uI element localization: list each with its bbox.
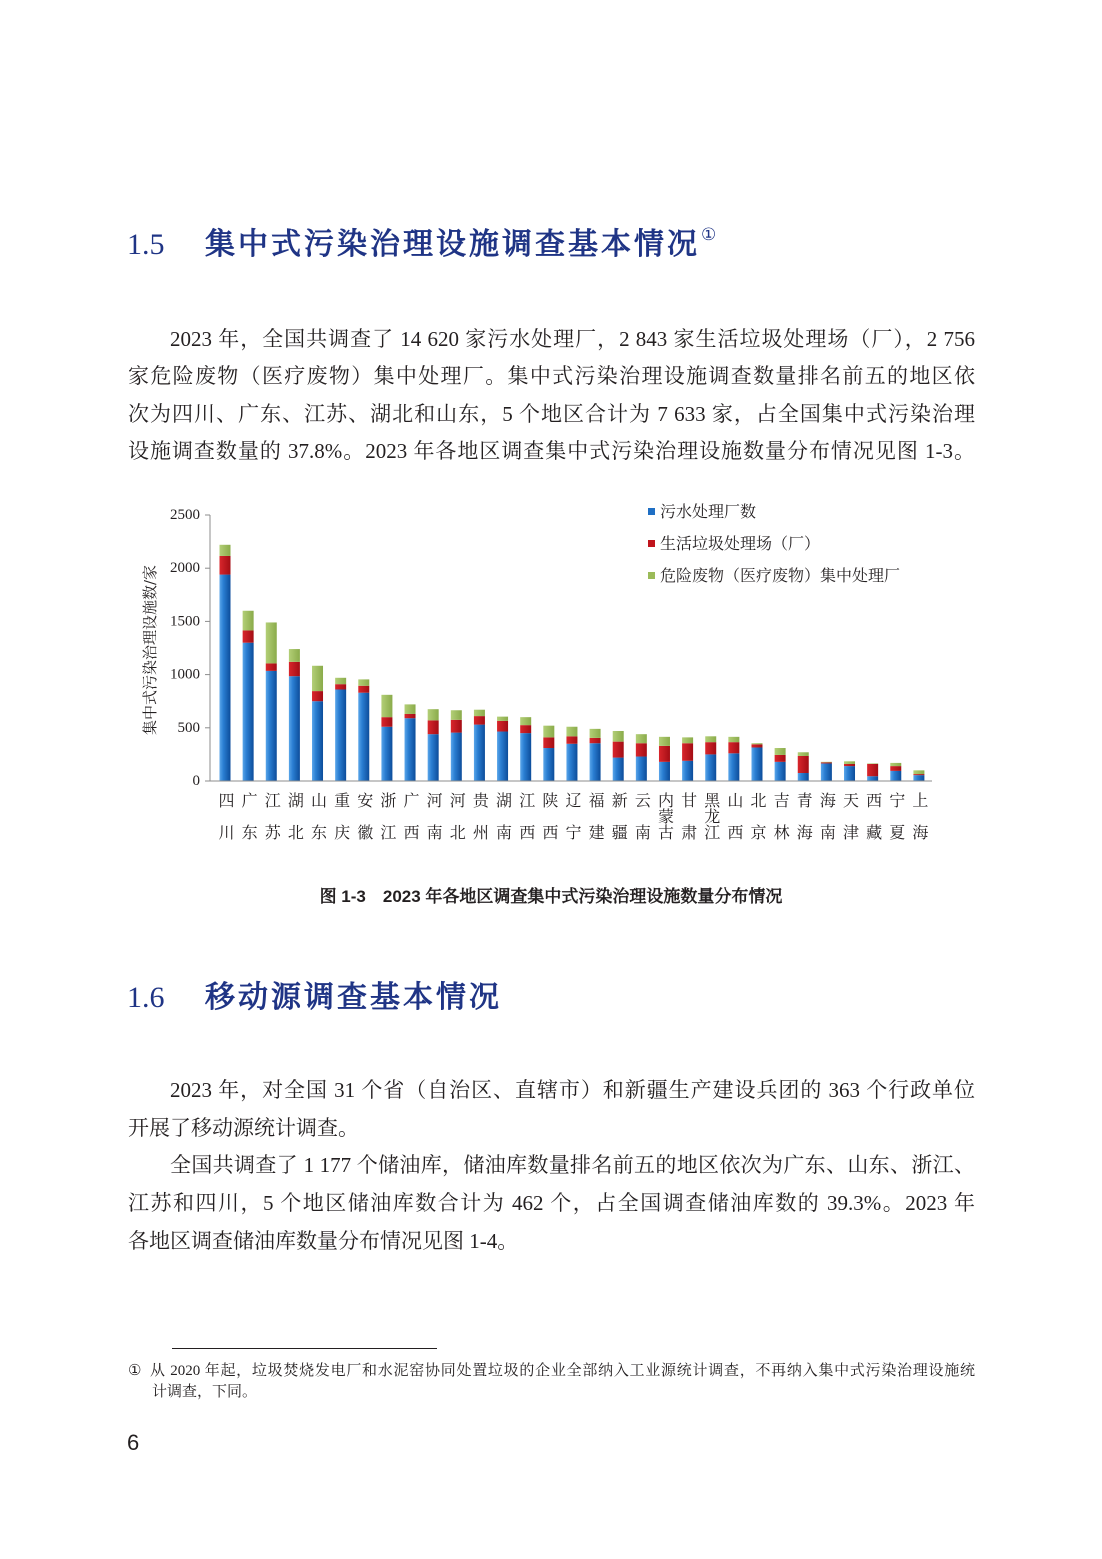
footnote-mark: ① xyxy=(128,1363,142,1379)
bar-wastewater-plant xyxy=(543,748,554,781)
x-category-label: 上海 xyxy=(909,792,929,856)
bar-domestic-waste-site xyxy=(428,720,439,734)
bar-wastewater-plant xyxy=(867,776,878,781)
figure-caption: 图 1-3 2023 年各地区调查集中式污染治理设施数量分布情况 xyxy=(319,887,783,906)
bar-hazardous-waste-plant xyxy=(497,717,508,721)
paragraph-line: 家危险废物（医疗废物）集中处理厂。集中式污染治理设施调查数量排名前五的地区依 xyxy=(128,364,975,389)
bar-hazardous-waste-plant xyxy=(705,736,716,742)
bar-hazardous-waste-plant xyxy=(728,737,739,742)
bar-hazardous-waste-plant xyxy=(821,762,832,763)
bar-hazardous-waste-plant xyxy=(358,679,369,685)
bar-wastewater-plant xyxy=(751,747,762,781)
paragraph-line: 次为四川、广东、江苏、湖北和山东，5 个地区合计为 7 633 家，占全国集中式污染治理 xyxy=(128,401,975,426)
bar-domestic-waste-site xyxy=(798,756,809,773)
paragraph xyxy=(128,1072,975,1147)
bar-hazardous-waste-plant xyxy=(659,737,670,746)
section-heading-1-6 xyxy=(127,976,502,1020)
x-category-label: 重庆 xyxy=(331,792,351,856)
bar-hazardous-waste-plant xyxy=(682,737,693,743)
bar-domestic-waste-site xyxy=(636,743,647,756)
bar-wastewater-plant xyxy=(243,643,254,781)
bar-wastewater-plant xyxy=(566,744,577,781)
bar-domestic-waste-site xyxy=(867,764,878,776)
y-tick-label: 0 xyxy=(192,773,200,789)
x-category-label: 广西 xyxy=(401,792,421,856)
footnote-reference: ① xyxy=(701,225,717,245)
bar-wastewater-plant xyxy=(520,733,531,781)
bar-domestic-waste-site xyxy=(358,686,369,693)
bar-hazardous-waste-plant xyxy=(312,666,323,691)
paragraph-line: 各地区调查储油库数量分布情况见图 1-4。 xyxy=(128,1228,519,1253)
paragraph-line: 2023 年，对全国 31 个省（自治区、直辖市）和新疆生产建设兵团的 363 个行政单位 xyxy=(170,1078,975,1102)
bar-domestic-waste-site xyxy=(289,662,300,676)
bar-domestic-waste-site xyxy=(775,755,786,762)
bar-hazardous-waste-plant xyxy=(543,726,554,738)
bar-domestic-waste-site xyxy=(613,742,624,758)
bar-domestic-waste-site xyxy=(381,717,392,727)
x-category-label: 吉林 xyxy=(771,792,791,856)
y-tick-label: 1500 xyxy=(170,613,200,630)
bar-domestic-waste-site xyxy=(728,742,739,753)
bar-wastewater-plant xyxy=(728,753,739,781)
bar-domestic-waste-site xyxy=(682,743,693,761)
bar-wastewater-plant xyxy=(890,771,901,781)
y-axis-title: 集中式污染治理设施数/家 xyxy=(141,564,159,736)
x-category-label: 辽宁 xyxy=(562,792,582,856)
bar-domestic-waste-site xyxy=(705,742,716,754)
bar-wastewater-plant xyxy=(428,734,439,781)
bar-domestic-waste-site xyxy=(751,744,762,747)
bar-hazardous-waste-plant xyxy=(844,761,855,764)
x-category-label: 天津 xyxy=(840,792,860,856)
bar-hazardous-waste-plant xyxy=(867,763,878,764)
x-category-label: 山东 xyxy=(308,792,328,856)
bar-hazardous-waste-plant xyxy=(520,717,531,725)
bar-wastewater-plant xyxy=(405,718,416,781)
x-category-label: 新疆 xyxy=(609,792,629,856)
bar-domestic-waste-site xyxy=(243,630,254,642)
paragraph-line: 2023 年，全国共调查了 14 620 家污水处理厂，2 843 家生活垃圾处理场（厂），2 756 xyxy=(170,327,975,351)
section-heading-1-5 xyxy=(127,223,716,267)
bar-wastewater-plant xyxy=(474,725,485,781)
bar-wastewater-plant xyxy=(220,575,231,781)
y-tick-label: 2000 xyxy=(170,560,200,577)
legend-swatch xyxy=(648,508,655,515)
x-category-label: 甘肃 xyxy=(678,792,698,856)
bar-wastewater-plant xyxy=(844,766,855,781)
bar-domestic-waste-site xyxy=(497,721,508,732)
bar-domestic-waste-site xyxy=(220,556,231,575)
bar-hazardous-waste-plant xyxy=(890,763,901,766)
x-category-label: 内蒙古 xyxy=(655,792,675,840)
x-category-label: 北京 xyxy=(747,792,767,856)
bar-wastewater-plant xyxy=(590,743,601,781)
footnote-line: 计调查，下同。 xyxy=(152,1384,258,1400)
x-category-label: 四川 xyxy=(216,792,235,856)
stacked-bar-chart xyxy=(120,495,950,855)
section-number: 1.6 xyxy=(127,981,165,1014)
bar-wastewater-plant xyxy=(705,754,716,781)
bar-wastewater-plant xyxy=(381,727,392,781)
bar-domestic-waste-site xyxy=(590,738,601,743)
paragraph-line: 全国共调查了 1 177 个储油库，储油库数量排名前五的地区依次为广东、山东、浙江、 xyxy=(170,1153,975,1178)
section-title: 移动源调查基本情况 xyxy=(205,980,502,1015)
bar-hazardous-waste-plant xyxy=(381,695,392,717)
footnote-text xyxy=(150,1361,975,1403)
bar-domestic-waste-site xyxy=(451,720,462,733)
bar-hazardous-waste-plant xyxy=(636,734,647,743)
x-category-label: 湖北 xyxy=(285,792,305,856)
bar-wastewater-plant xyxy=(659,762,670,781)
legend-item-wastewater-plants xyxy=(648,502,756,522)
section-title: 集中式污染治理设施调查基本情况 xyxy=(205,227,700,262)
x-category-label: 黑龙江 xyxy=(701,792,721,840)
bar-wastewater-plant xyxy=(798,773,809,781)
bar-domestic-waste-site xyxy=(335,684,346,689)
section-number: 1.5 xyxy=(127,228,165,261)
bar-hazardous-waste-plant xyxy=(798,752,809,756)
bar-hazardous-waste-plant xyxy=(474,710,485,716)
bar-wastewater-plant xyxy=(266,671,277,781)
bar-wastewater-plant xyxy=(636,757,647,781)
bar-domestic-waste-site xyxy=(520,725,531,733)
x-category-label: 河北 xyxy=(447,792,467,856)
bar-hazardous-waste-plant xyxy=(751,743,762,744)
bar-domestic-waste-site xyxy=(844,764,855,766)
x-category-label: 广东 xyxy=(239,792,259,856)
paragraph-line: 设施调查数量的 37.8%。2023 年各地区调查集中式污染治理设施数量分布情况见图 1-3。 xyxy=(128,438,975,463)
bar-domestic-waste-site xyxy=(266,663,277,670)
bar-domestic-waste-site xyxy=(890,766,901,771)
bar-hazardous-waste-plant xyxy=(428,709,439,720)
x-category-label: 江苏 xyxy=(262,792,282,856)
y-tick-label: 2500 xyxy=(170,507,200,523)
bar-domestic-waste-site xyxy=(543,737,554,748)
bar-wastewater-plant xyxy=(913,775,924,781)
legend-item-domestic-waste-sites xyxy=(648,534,820,554)
legend-label: 危险废物（医疗废物）集中处理厂 xyxy=(660,566,901,585)
x-category-label: 浙江 xyxy=(377,792,397,856)
bar-domestic-waste-site xyxy=(821,762,832,763)
bar-hazardous-waste-plant xyxy=(613,731,624,742)
bar-hazardous-waste-plant xyxy=(590,729,601,738)
bar-domestic-waste-site xyxy=(312,691,323,701)
legend-swatch xyxy=(648,572,655,579)
x-category-label: 福建 xyxy=(586,792,606,856)
bar-wastewater-plant xyxy=(335,690,346,782)
bar-hazardous-waste-plant xyxy=(243,611,254,631)
bar-hazardous-waste-plant xyxy=(775,748,786,755)
footnote-line: 从 2020 年起，垃圾焚烧发电厂和水泥窑协同处置垃圾的企业全部纳入工业源统计调查，不再纳入集中式污染治理设施统 xyxy=(150,1363,975,1379)
x-category-label: 湖南 xyxy=(493,792,513,856)
paragraph xyxy=(128,321,975,470)
bar-hazardous-waste-plant xyxy=(289,649,300,662)
bar-wastewater-plant xyxy=(289,676,300,781)
legend-item-hazardous-waste-plants xyxy=(648,566,900,586)
bar-wastewater-plant xyxy=(451,733,462,781)
y-tick-label: 1000 xyxy=(170,666,200,683)
legend-swatch xyxy=(648,540,655,547)
bar-wastewater-plant xyxy=(312,701,323,781)
footnote-separator xyxy=(172,1348,437,1349)
paragraph xyxy=(128,1147,975,1260)
bar-domestic-waste-site xyxy=(566,736,577,743)
x-category-label: 西藏 xyxy=(863,792,883,856)
page-number: 6 xyxy=(127,1430,140,1455)
bar-hazardous-waste-plant xyxy=(451,710,462,720)
x-category-label: 河南 xyxy=(424,792,444,856)
y-tick-label: 500 xyxy=(177,719,200,736)
bar-wastewater-plant xyxy=(358,693,369,781)
bar-hazardous-waste-plant xyxy=(266,622,277,663)
x-category-label: 青海 xyxy=(794,792,814,856)
paragraph-line: 开展了移动源统计调查。 xyxy=(128,1115,359,1140)
x-category-label: 陕西 xyxy=(539,792,559,856)
x-category-label: 海南 xyxy=(817,792,837,856)
bar-hazardous-waste-plant xyxy=(566,727,577,737)
bar-wastewater-plant xyxy=(821,763,832,781)
bar-domestic-waste-site xyxy=(405,714,416,718)
bar-domestic-waste-site xyxy=(659,746,670,762)
x-category-label: 宁夏 xyxy=(886,792,906,856)
bar-wastewater-plant xyxy=(613,758,624,781)
bar-wastewater-plant xyxy=(497,732,508,781)
legend-label: 污水处理厂数 xyxy=(660,502,757,521)
bar-hazardous-waste-plant xyxy=(913,770,924,774)
x-category-label: 安徽 xyxy=(354,792,374,856)
bar-hazardous-waste-plant xyxy=(220,545,231,556)
bar-hazardous-waste-plant xyxy=(405,704,416,714)
x-category-label: 山西 xyxy=(724,792,744,856)
bar-hazardous-waste-plant xyxy=(335,678,346,684)
paragraph-line: 江苏和四川，5 个地区储油库数合计为 462 个，占全国调查储油库数的 39.3%。2023 年 xyxy=(128,1191,975,1216)
legend-label: 生活垃圾处理场（厂） xyxy=(660,534,821,553)
bar-wastewater-plant xyxy=(775,762,786,781)
x-category-label: 贵州 xyxy=(470,792,490,856)
x-category-label: 江西 xyxy=(516,792,536,856)
bar-domestic-waste-site xyxy=(474,716,485,725)
bar-wastewater-plant xyxy=(682,761,693,781)
bar-domestic-waste-site xyxy=(913,774,924,775)
x-category-label: 云南 xyxy=(632,792,652,856)
